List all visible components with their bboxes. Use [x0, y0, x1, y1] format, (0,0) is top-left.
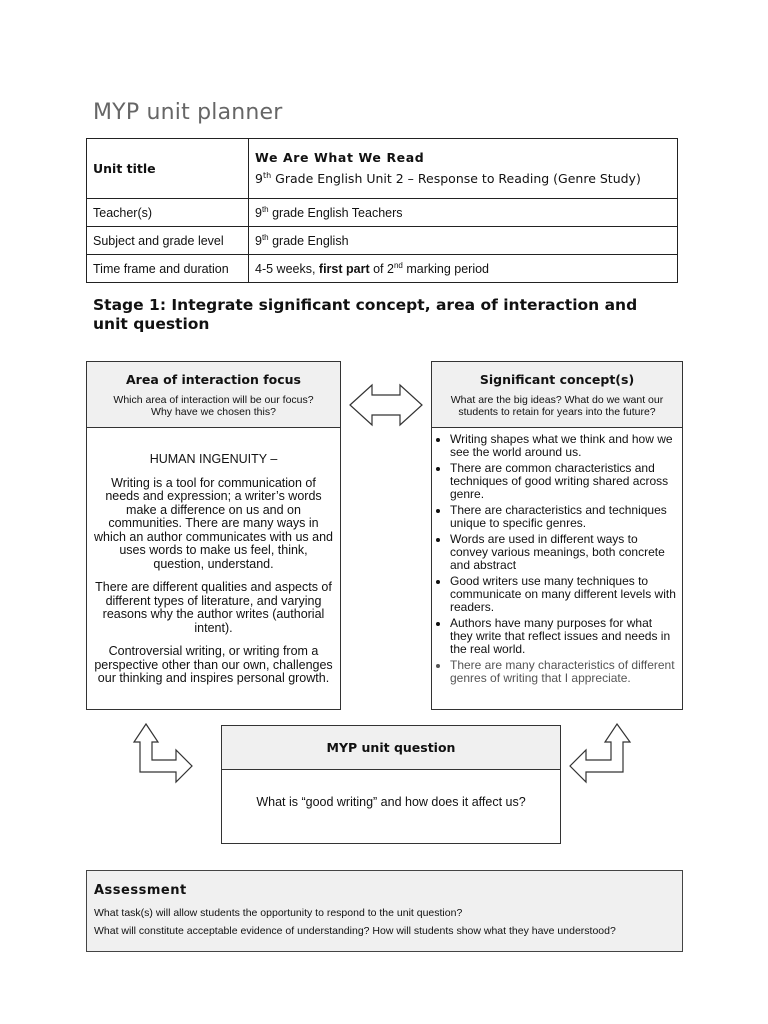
unit-question-text: What is “good writing” and how does it affect us?	[256, 795, 526, 809]
area-of-interaction-panel	[86, 361, 341, 710]
teachers-label: Teacher(s)	[87, 199, 249, 227]
area-of-interaction-question: Which area of interaction will be our focus? Why have we chosen this?	[113, 394, 314, 418]
double-arrow-icon	[348, 383, 424, 427]
significant-concepts-question: What are the big ideas? What do we want our students to retain for years into the future?	[450, 394, 664, 418]
significant-concepts-header	[432, 362, 682, 428]
unit-question-panel	[221, 725, 561, 844]
assessment-box	[86, 870, 683, 952]
list-item: • There are many characteristics of different genres of writing that I appreciate.	[450, 659, 676, 685]
table-row	[87, 255, 678, 283]
list-item: • Good writers use many techniques to communicate on many different levels with readers.	[450, 575, 676, 614]
significant-concepts-heading: Significant concept(s)	[479, 372, 635, 387]
list-item: • There are common characteristics and techniques of good writing shared across genre.	[450, 462, 676, 501]
unit-title-label: Unit title	[87, 139, 249, 199]
unit-subtitle: 9th Grade English Unit 2 – Response to Reading (Genre Study)	[255, 171, 641, 187]
list-item: • There are characteristics and techniques unique to specific genres.	[450, 504, 676, 530]
table-row	[87, 227, 678, 255]
aoi-paragraph: Controversial writing, or writing from a perspective other than our own, challenges our thinking and inspires personal growth.	[94, 644, 333, 685]
page-title: MYP unit planner	[93, 100, 283, 125]
bent-arrow-right-icon	[568, 722, 632, 786]
table-row	[87, 139, 678, 199]
list-item: • Authors have many purposes for what they write that reflect issues and needs in the real world.	[450, 617, 676, 656]
assessment-heading: Assessment	[94, 883, 187, 898]
timeframe-label: Time frame and duration	[87, 255, 249, 283]
significant-concepts-panel	[431, 361, 683, 710]
timeframe-value: 4-5 weeks, first part of 2nd marking period	[249, 255, 678, 283]
subject-value: 9th grade English	[249, 227, 678, 255]
unit-title-cell	[249, 139, 678, 199]
unit-question-heading: MYP unit question	[222, 726, 560, 770]
list-item: • Writing shapes what we think and how we see the world around us.	[450, 433, 676, 459]
stage-heading: Stage 1: Integrate significant concept, area of interaction and unit question	[93, 296, 638, 333]
area-of-interaction-heading: Area of interaction focus	[126, 372, 301, 387]
significant-concepts-list	[432, 428, 682, 685]
subject-label: Subject and grade level	[87, 227, 249, 255]
aoi-paragraph: There are different qualities and aspects of different types of literature, and varying reasons why the author writes (authorial intent).	[95, 580, 332, 635]
aoi-focus: HUMAN INGENUITY –	[149, 452, 278, 466]
aoi-paragraph: Writing is a tool for communication of needs and expression; a writer’s words make a difference on us and on communities. There are many ways in which an author communicates with us and uses words to make us feel, think, question, understand.	[93, 475, 333, 571]
unit-info-table	[86, 138, 678, 283]
list-item: • Words are used in different ways to convey various meanings, both concrete and abstract	[450, 533, 676, 572]
teachers-value: 9th grade English Teachers	[249, 199, 678, 227]
area-of-interaction-header	[87, 362, 340, 428]
assessment-question-1: What task(s) will allow students the opportunity to respond to the unit question?	[94, 907, 463, 919]
assessment-question-2: What will constitute acceptable evidence of understanding? How will students show what they have understood?	[94, 925, 616, 937]
table-row	[87, 199, 678, 227]
unit-title: We Are What We Read	[255, 150, 425, 166]
bent-arrow-left-icon	[132, 722, 194, 786]
area-of-interaction-body	[87, 453, 340, 686]
